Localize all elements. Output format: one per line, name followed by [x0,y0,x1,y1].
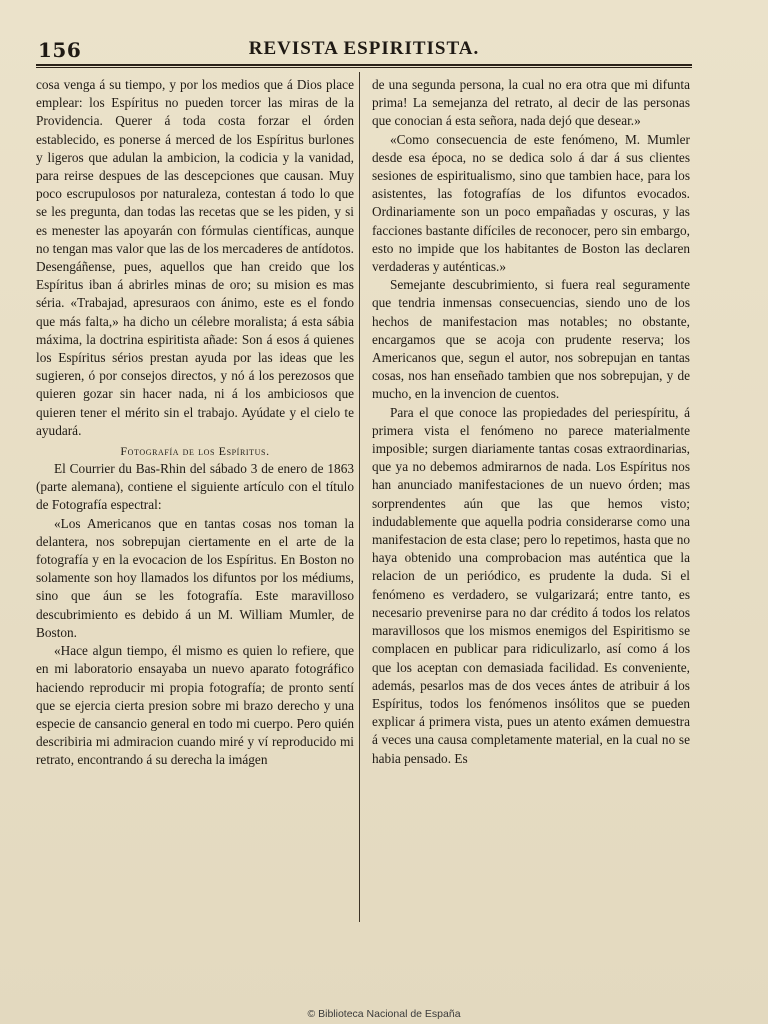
paragraph: «Los Americanos que en tantas cosas nos toman la delantera, nos sobrepujan ciertamente en el arte de la fotografía y en la evocacion de los Espíritus. En Boston no solamente son hoy llamados los difuntos por los médiums, sino que áun se les fotografía. Este maravilloso descubrimiento es debido á un M. William Mumler, de Boston. [36,515,354,640]
paragraph: cosa venga á su tiempo, y por los medios que á Dios place emplear: los Espíritus no pueden torcer las miras de la Providencia. Querer á toda costa forzar el órden establecido, es ponerse á merced de los Espíritus burlones y ligeros que adulan la ambicion, la codicia y la vanidad, para reirse despues de las descepciones que causan. Muy poco escrupulosos por naturaleza, contestan á todo lo que se les pregunta, dan todas las recetas que se les piden, y si es menester las apoyarán con fórmulas científicas, aunque no tengan mas valor que las de los mercaderes de antídotos. Desengáñense, pues, aquellos que han creido que los Espíritus iban á abrirles minas de oro; su mision es mas séria. «Trabajad, apresuraos con ánimo, este es el fondo que más falta,» ha dicho un célebre moralista; á esta sábia máxima, la doctrina espiritista añade: Son á esos á quienes los Espíritus sérios prestan ayuda por las ideas que les sugieren, ó por consejos directos, y nó á los perezosos que quieren gozar sin hacer nada, ni á los ambiciosos que quieren tener el mérito sin el trabajo. Ayúdate y el cielo te ayudará. [36,77,354,438]
paragraph: Para el que conoce las propiedades del periespíritu, á primera vista el fenómeno no parece materialmente imposible; surgen diariamente tantas cosas extraordinarias, que ya no debemos admirarnos de nada. Los Espíritus nos han anunciado manifestaciones de un nuevo órden; mas sorprendentes aún que las que hemos visto; indudablemente que aquella podria considerarse como una manifestacion de esta clase; pero lo repetimos, hasta que no haya obtenido una comprobacion mas auténtica que la relacion de un periódico, es prudente la duda. Si el fenómeno es verdadero, se vulgarizará; entre tanto, es necesario prevenirse para no dar crédito á todos los relatos maravillosos que los mismos enemigos del Espiritismo se complacen en publicar para ridiculizarlo, así como á los que los aceptan con demasiada facilidad. Es conveniente, además, pesarlos mas de dos veces ántes de atribuir á los Espíritus, todos los fenómenos insólitos que se pueden explicar á primera vista, pues un atento exámen demuestra á veces una causa completamente material, en la cual no se habia pensado. Es [372,404,690,766]
library-credit: © Biblioteca Nacional de España [307,1008,461,1020]
paragraph: «Como consecuencia de este fenómeno, M. Mumler desde esa época, no se dedica solo á dar á sus clientes sesiones de espiritualismo, sino que tambien hace, para los asistentes, las fotografías de los difuntos evocados. Ordinariamente son un poco empañadas y oscuras, y las facciones bastante difíciles de reconocer, pero sin embargo, esto no impide que los habitantes de Boston las declaren verdaderas y auténticas.» [372,131,690,275]
column-divider [359,72,360,922]
right-column [372,76,690,924]
section-heading: Fotografía de los Espíritus. [120,444,270,459]
running-title: REVISTA ESPIRITISTA. [248,38,480,59]
paragraph: El Courrier du Bas-Rhin del sábado 3 de enero de 1863 (parte alemana), contiene el siguiente artículo con el título de Fotografía espectral: [36,461,354,513]
page-number: 156 [38,38,82,62]
paragraph: Semejante descubrimiento, si fuera real seguramente que tendria inmensas consecuencias, siendo uno de los hechos de manifestacion mas notables; no obstante, encargamos que se acoja con prudente reserva; los Americanos que, segun el autor, nos sobrepujan en tantas cosas, nos han enseñado tambien que nos sobrepujan, y de mucho, en la invencion de cuentos. [372,277,690,402]
header-rule [36,64,692,68]
page-header [36,34,692,62]
paragraph: de una segunda persona, la cual no era otra que mi difunta prima! La semejanza del retrato, al decir de las personas que conocian á esta señora, nada dejó que desear.» [372,77,690,129]
paragraph: «Hace algun tiempo, él mismo es quien lo refiere, que en mi laboratorio ensayaba un nuevo aparato fotográfico haciendo reproducir mi propia fotografía; de pronto sentí que se ejercia cierta presion sobre mi brazo derecho y una especie de cansancio general en todo mi cuerpo. Pero quién describiria mi admiracion cuando miré y ví reproducido mi retrato, encontrando á su derecha la imágen [36,643,354,768]
left-column [36,76,354,924]
